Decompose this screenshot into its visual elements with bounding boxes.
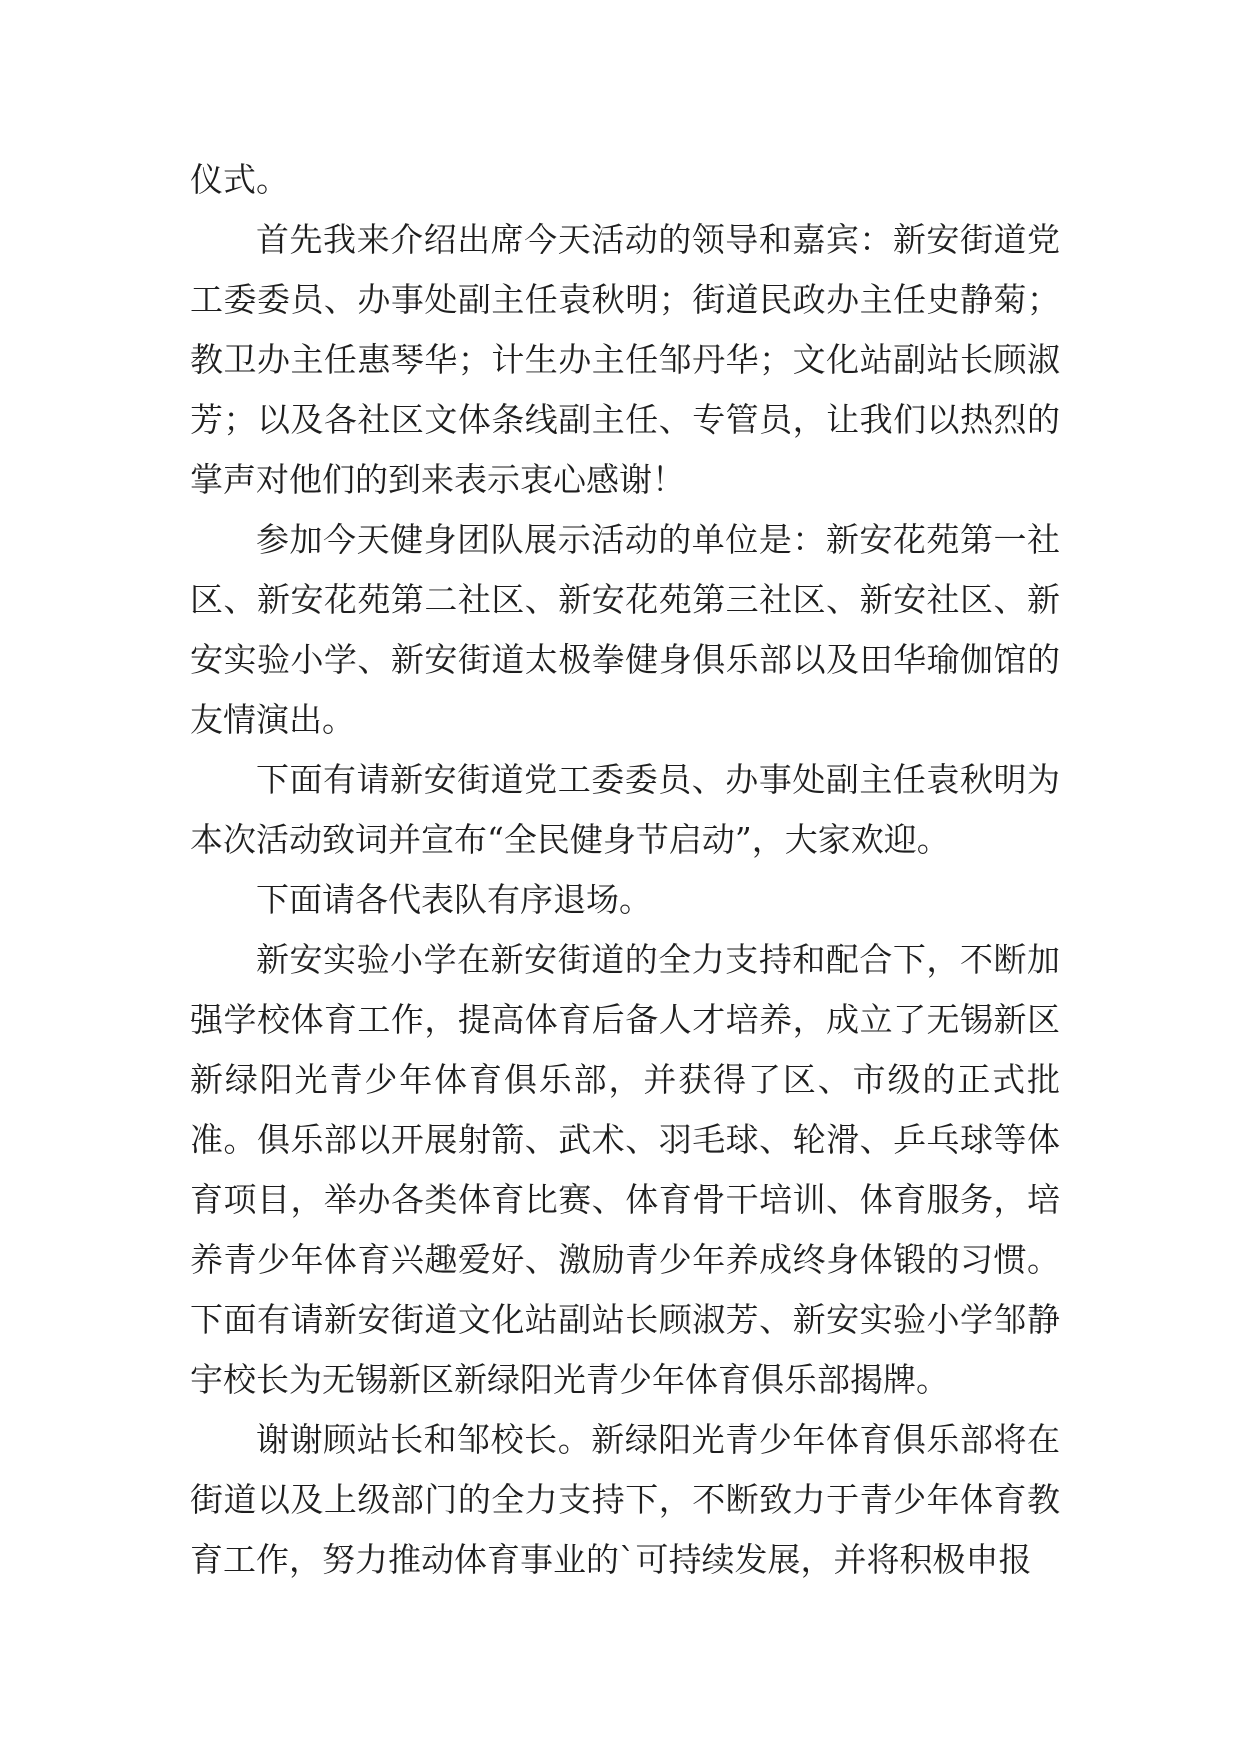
paragraph-ceremony-ending: 仪式。 <box>190 160 289 199</box>
paragraph-youth-sports-club: 新安实验小学在新安街道的全力支持和配合下，不断加强学校体育工作，提高体育后备人才培养，成立了无锡新区新绿阳光青少年体育俱乐部，并获得了区、市级的正式批准。俱乐部以开展射箭、武术、羽毛球、轮滑、乒乓球等体育项目，举办各类体育比赛、体育骨干培训、体育服务，培养青少年体育兴趣爱好、激励青少年养成终身体锻的习惯。下面有请新安街道文化站副站长顾淑芳、新安实验小学邹静宇校长为无锡新区新绿阳光青少年体育俱乐部揭牌。 <box>190 940 1060 1399</box>
paragraph-team-exit: 下面请各代表队有序退场。 <box>256 880 652 919</box>
paragraph-opening-speech: 下面有请新安街道党工委委员、办事处副主任袁秋明为本次活动致词并宣布“全民健身节启动”，大家欢迎。 <box>190 760 1060 859</box>
paragraph-participating-units: 参加今天健身团队展示活动的单位是：新安花苑第一社区、新安花苑第二社区、新安花苑第三社区、新安社区、新安实验小学、新安街道太极拳健身俱乐部以及田华瑜伽馆的友情演出。 <box>190 520 1060 739</box>
paragraph-guest-introduction: 首先我来介绍出席今天活动的领导和嘉宾：新安街道党工委委员、办事处副主任袁秋明；街道民政办主任史静菊；教卫办主任惠琴华；计生办主任邹丹华；文化站副站长顾淑芳；以及各社区文体条线副主任、专管员，让我们以热烈的掌声对他们的到来表示衷心感谢！ <box>190 220 1060 499</box>
paragraph-thanks: 谢谢顾站长和邹校长。新绿阳光青少年体育俱乐部将在街道以及上级部门的全力支持下，不断致力于青少年体育教育工作，努力推动体育事业的`可持续发展，并将积极申报 <box>190 1420 1060 1579</box>
document-body <box>190 150 1060 1590</box>
